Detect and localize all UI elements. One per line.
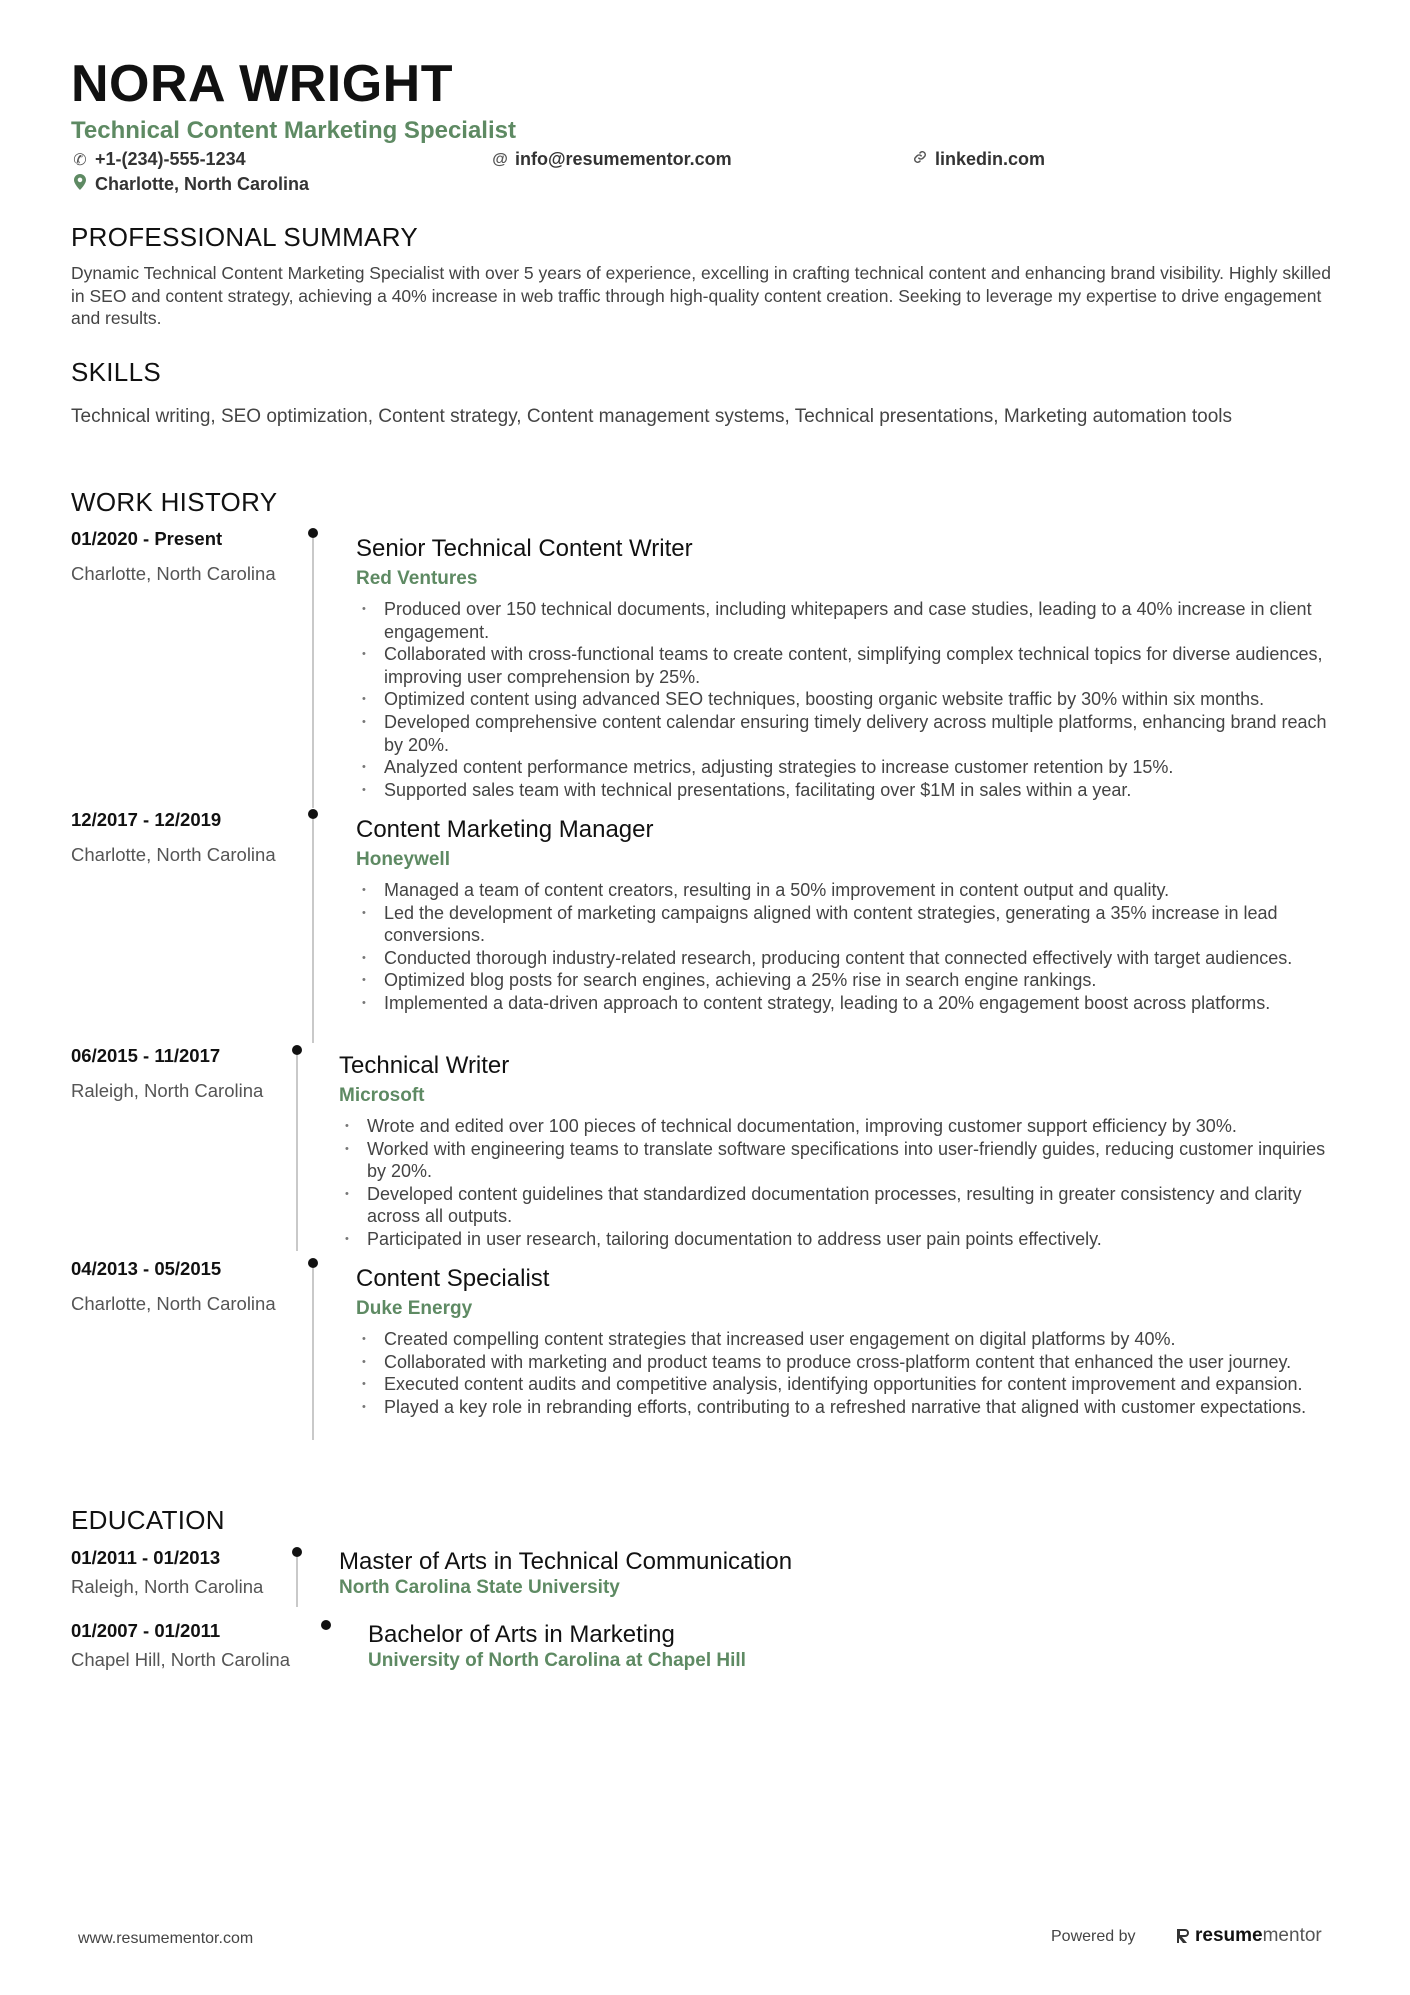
- job-dates: 12/2017 - 12/2019: [71, 809, 222, 830]
- timeline-line: [296, 1055, 298, 1251]
- job-bullets: [356, 1328, 1346, 1418]
- candidate-name: NORA WRIGHT: [71, 55, 453, 113]
- list-item: • Executed content audits and competitive analysis, identifying opportunities for content improvement and expansion.: [356, 1373, 1346, 1396]
- phone-icon: ✆: [73, 151, 87, 169]
- timeline-line: [312, 819, 314, 1043]
- edu-degree: Bachelor of Arts in Marketing: [368, 1621, 675, 1648]
- timeline-dot: [321, 1620, 331, 1630]
- job-bullets: [356, 598, 1346, 801]
- job-company: Honeywell: [356, 849, 450, 870]
- list-item: • Collaborated with cross-functional teams to create content, simplifying complex technical topics for diverse audiences, improving user comprehension by 25%.: [356, 643, 1346, 688]
- list-item: • Led the development of marketing campaigns aligned with content strategies, generating a 35% increase in lead conversions.: [356, 902, 1346, 947]
- list-item: • Participated in user research, tailoring documentation to address user pain points effectively.: [339, 1228, 1339, 1251]
- edu-school: University of North Carolina at Chapel Hill: [368, 1650, 746, 1671]
- summary-text: Dynamic Technical Content Marketing Specialist with over 5 years of experience, excelling in crafting technical content and enhancing brand visibility. Highly skilled in SEO and content strategy, achieving a 40% increase in web traffic through high-quality content creation. Seeking to leverage my expertise to drive engagement and results.: [71, 263, 1331, 328]
- work-history-heading: WORK HISTORY: [71, 487, 278, 517]
- skills-text: Technical writing, SEO optimization, Content strategy, Content management systems, Technical presentations, Marketing automation tools: [71, 406, 1232, 427]
- edu-degree: Master of Arts in Technical Communication: [339, 1548, 793, 1575]
- job-dates: 01/2020 - Present: [71, 528, 223, 549]
- list-item: • Supported sales team with technical presentations, facilitating over $1M in sales within a year.: [356, 779, 1346, 802]
- job-location: Charlotte, North Carolina: [71, 563, 276, 584]
- job-bullets: [356, 879, 1346, 1015]
- education-heading: EDUCATION: [71, 1505, 225, 1535]
- job-location: Charlotte, North Carolina: [71, 1293, 276, 1314]
- job-title: Technical Content Marketing Specialist: [71, 117, 516, 144]
- edu-school: North Carolina State University: [339, 1577, 620, 1598]
- footer-url[interactable]: www.resumementor.com: [78, 1930, 254, 1947]
- edu-location: Chapel Hill, North Carolina: [71, 1649, 291, 1670]
- job-location: Raleigh, North Carolina: [71, 1080, 264, 1101]
- phone-text: +1-(234)-555-1234: [95, 149, 246, 169]
- list-item: • Conducted thorough industry-related research, producing content that connected effectively with target audiences.: [356, 947, 1346, 970]
- contact-linkedin: [911, 149, 1045, 170]
- list-item: • Optimized content using advanced SEO techniques, boosting organic website traffic by 30% within six months.: [356, 688, 1346, 711]
- job-dates: 06/2015 - 11/2017: [71, 1045, 221, 1066]
- list-item: • Implemented a data-driven approach to content strategy, leading to a 20% engagement boost across platforms.: [356, 992, 1346, 1015]
- list-item: • Worked with engineering teams to translate software specifications into user-friendly guides, reducing customer inquiries by 20%.: [339, 1138, 1339, 1183]
- list-item: • Developed comprehensive content calendar ensuring timely delivery across multiple platforms, enhancing brand reach by 20%.: [356, 711, 1346, 756]
- job-company: Duke Energy: [356, 1298, 473, 1319]
- list-item: • Managed a team of content creators, resulting in a 50% improvement in content output and quality.: [356, 879, 1346, 902]
- brand-logo[interactable]: [1176, 1925, 1322, 1947]
- contact-email: [491, 149, 732, 170]
- edu-dates: 01/2007 - 01/2011: [71, 1620, 221, 1641]
- contact-phone: [71, 149, 246, 170]
- timeline-dot: [292, 1045, 302, 1055]
- skills-heading: SKILLS: [71, 357, 161, 387]
- list-item: • Analyzed content performance metrics, adjusting strategies to increase customer retention by 15%.: [356, 756, 1346, 779]
- job-company: Microsoft: [339, 1085, 425, 1106]
- linkedin-text: linkedin.com: [935, 149, 1046, 169]
- job-role: Content Specialist: [356, 1265, 550, 1292]
- job-bullets: [339, 1115, 1339, 1251]
- brand-name-bold: resume: [1195, 1925, 1263, 1946]
- timeline-dot: [308, 809, 318, 819]
- timeline-line: [312, 1268, 314, 1440]
- job-role: Technical Writer: [339, 1052, 510, 1079]
- powered-by-label: Powered by: [1051, 1928, 1136, 1945]
- job-location: Charlotte, North Carolina: [71, 844, 276, 865]
- timeline-line: [296, 1557, 298, 1607]
- at-sign-icon: @: [492, 150, 508, 168]
- email-text: info@resumementor.com: [515, 149, 732, 169]
- list-item: • Developed content guidelines that standardized documentation processes, resulting in greater consistency and clarity across all outputs.: [339, 1183, 1339, 1228]
- resumementor-logo-icon: [1176, 1927, 1190, 1945]
- link-icon: [911, 150, 929, 169]
- list-item: • Collaborated with marketing and product teams to produce cross-platform content that enhanced the user journey.: [356, 1351, 1346, 1374]
- timeline-dot: [308, 1258, 318, 1268]
- job-company: Red Ventures: [356, 568, 478, 589]
- edu-location: Raleigh, North Carolina: [71, 1576, 264, 1597]
- job-dates: 04/2013 - 05/2015: [71, 1258, 222, 1279]
- summary-heading: PROFESSIONAL SUMMARY: [71, 222, 418, 252]
- edu-dates: 01/2011 - 01/2013: [71, 1547, 221, 1568]
- location-text: Charlotte, North Carolina: [95, 174, 310, 194]
- map-pin-icon: [71, 174, 89, 195]
- brand-name-light: mentor: [1262, 1925, 1322, 1946]
- timeline-dot: [292, 1547, 302, 1557]
- list-item: • Created compelling content strategies that increased user engagement on digital platforms by 40%.: [356, 1328, 1346, 1351]
- list-item: • Played a key role in rebranding efforts, contributing to a refreshed narrative that aligned with customer expectations.: [356, 1396, 1346, 1419]
- job-role: Senior Technical Content Writer: [356, 535, 693, 562]
- list-item: • Produced over 150 technical documents, including whitepapers and case studies, leading to a 40% increase in client engagement.: [356, 598, 1346, 643]
- list-item: • Wrote and edited over 100 pieces of technical documentation, improving customer support efficiency by 30%.: [339, 1115, 1339, 1138]
- list-item: • Optimized blog posts for search engines, achieving a 25% rise in search engine rankings.: [356, 969, 1346, 992]
- contact-location: [71, 174, 309, 195]
- timeline-line: [312, 538, 314, 808]
- job-role: Content Marketing Manager: [356, 816, 654, 843]
- timeline-dot: [308, 528, 318, 538]
